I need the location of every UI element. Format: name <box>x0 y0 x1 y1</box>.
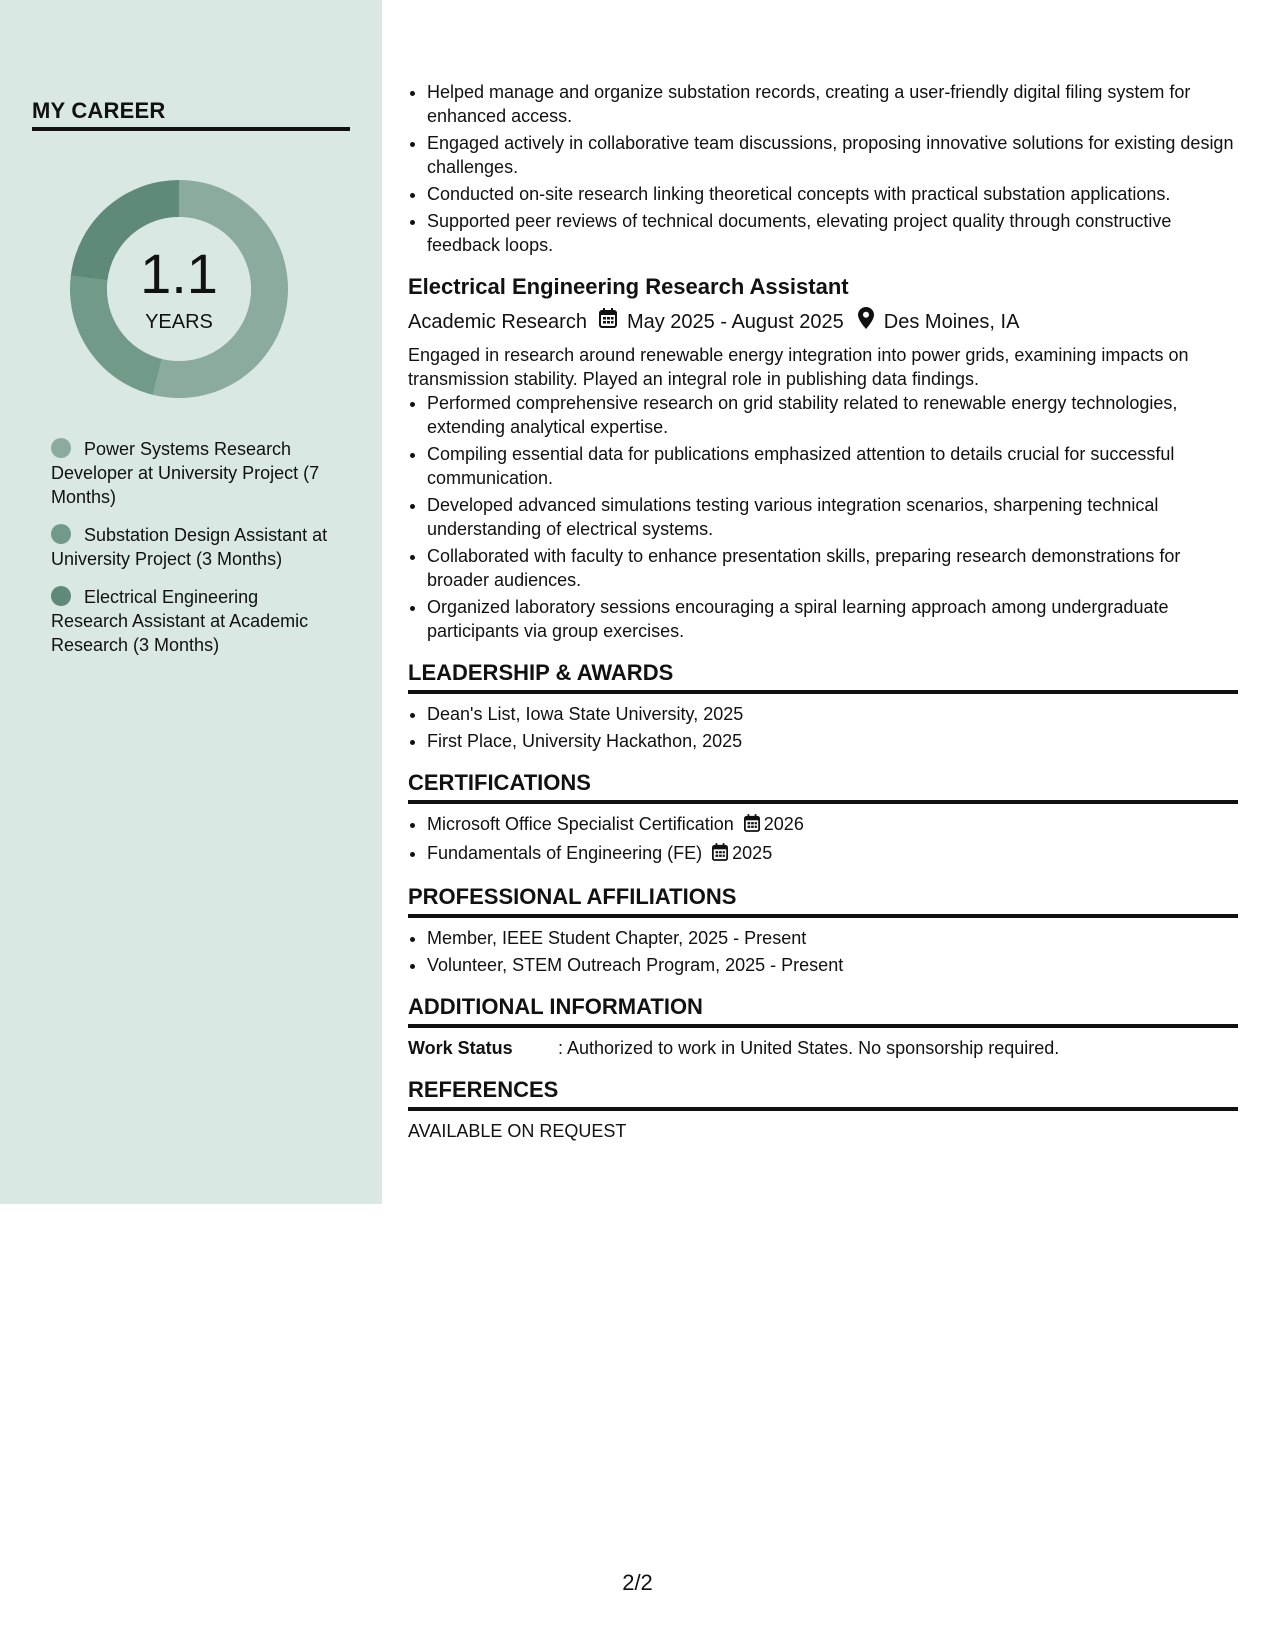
total-years-value: 1.1 <box>140 242 218 305</box>
career-legend-item <box>51 585 331 657</box>
career-legend-text: Power Systems Research Developer at University Project (7 Months) <box>51 439 320 507</box>
career-legend-text: Substation Design Assistant at University Project (3 Months) <box>51 525 328 569</box>
list-item: • Engaged actively in collaborative team discussions, proposing innovative solutions for existing design challenges. <box>427 131 1238 179</box>
additional-info-heading: ADDITIONAL INFORMATION <box>408 993 1238 1028</box>
calendar-icon <box>712 843 728 867</box>
total-years-unit: YEARS <box>145 311 213 333</box>
affiliations-list <box>408 926 1238 977</box>
career-legend-item <box>51 437 331 509</box>
sidebar <box>0 0 382 1204</box>
list-item: • Collaborated with faculty to enhance presentation skills, preparing research demonstrations for broader audiences. <box>427 544 1238 592</box>
list-item: • Developed advanced simulations testing various integration scenarios, sharpening technical understanding of electrical systems. <box>427 493 1238 541</box>
list-item: • Compiling essential data for publications emphasized attention to details crucial for successful communication. <box>427 442 1238 490</box>
leadership-list <box>408 702 1238 753</box>
main-content <box>408 80 1238 1143</box>
job-company: Academic Research <box>408 311 587 333</box>
career-legend-item <box>51 523 331 571</box>
list-item: • Helped manage and organize substation records, creating a user-friendly digital filing system for enhanced access. <box>427 80 1238 128</box>
career-legend <box>51 437 331 671</box>
job-title: Electrical Engineering Research Assistant <box>408 274 849 299</box>
job-location: Des Moines, IA <box>883 311 1020 333</box>
affiliations-heading: PROFESSIONAL AFFILIATIONS <box>408 883 1238 918</box>
work-status-row <box>408 1036 1238 1060</box>
previous-job-bullets <box>408 80 1238 257</box>
career-heading: MY CAREER <box>32 98 350 131</box>
legend-dot <box>51 524 71 544</box>
list-item: • Member, IEEE Student Chapter, 2025 - Present <box>427 926 1238 950</box>
list-item <box>427 812 1238 838</box>
certifications-list <box>408 812 1238 867</box>
work-status-value: : Authorized to work in United States. No sponsorship required. <box>558 1038 1060 1058</box>
list-item: • Supported peer reviews of technical documents, elevating project quality through constructive feedback loops. <box>427 209 1238 257</box>
career-donut-chart <box>66 176 292 402</box>
legend-dot <box>51 438 71 458</box>
career-legend-text: Electrical Engineering Research Assistant at Academic Research (3 Months) <box>51 587 309 655</box>
list-item: • First Place, University Hackathon, 2025 <box>427 729 1238 753</box>
list-item: • Conducted on-site research linking theoretical concepts with practical substation applications. <box>427 182 1238 206</box>
certification-year: 2026 <box>763 814 804 834</box>
certification-year: 2025 <box>732 843 773 863</box>
list-item: • Volunteer, STEM Outreach Program, 2025 - Present <box>427 953 1238 977</box>
list-item: • Organized laboratory sessions encouraging a spiral learning approach among undergraduate participants via group exercises. <box>427 595 1238 643</box>
references-heading: REFERENCES <box>408 1076 1238 1111</box>
page-number: 2/2 <box>622 1570 653 1595</box>
certification-name: Fundamentals of Engineering (FE) <box>427 843 703 863</box>
list-item: • Performed comprehensive research on grid stability related to renewable energy technologies, extending analytical expertise. <box>427 391 1238 439</box>
certification-name: Microsoft Office Specialist Certification <box>427 814 734 834</box>
job-description: Engaged in research around renewable energy integration into power grids, examining impacts on transmission stability. Played an integral role in publishing data findings. <box>408 345 1189 389</box>
calendar-icon <box>599 308 617 336</box>
legend-dot <box>51 586 71 606</box>
leadership-heading: LEADERSHIP & AWARDS <box>408 659 1238 694</box>
certifications-heading: CERTIFICATIONS <box>408 769 1238 804</box>
job-dates: May 2025 - August 2025 <box>626 311 844 333</box>
calendar-icon <box>744 814 760 838</box>
list-item <box>427 841 1238 867</box>
map-pin-icon <box>858 307 874 337</box>
job-meta <box>408 307 1238 337</box>
work-status-label: Work Status <box>408 1038 513 1058</box>
references-text: AVAILABLE ON REQUEST <box>408 1121 627 1141</box>
list-item: • Dean's List, Iowa State University, 2025 <box>427 702 1238 726</box>
job-bullets <box>408 391 1238 643</box>
